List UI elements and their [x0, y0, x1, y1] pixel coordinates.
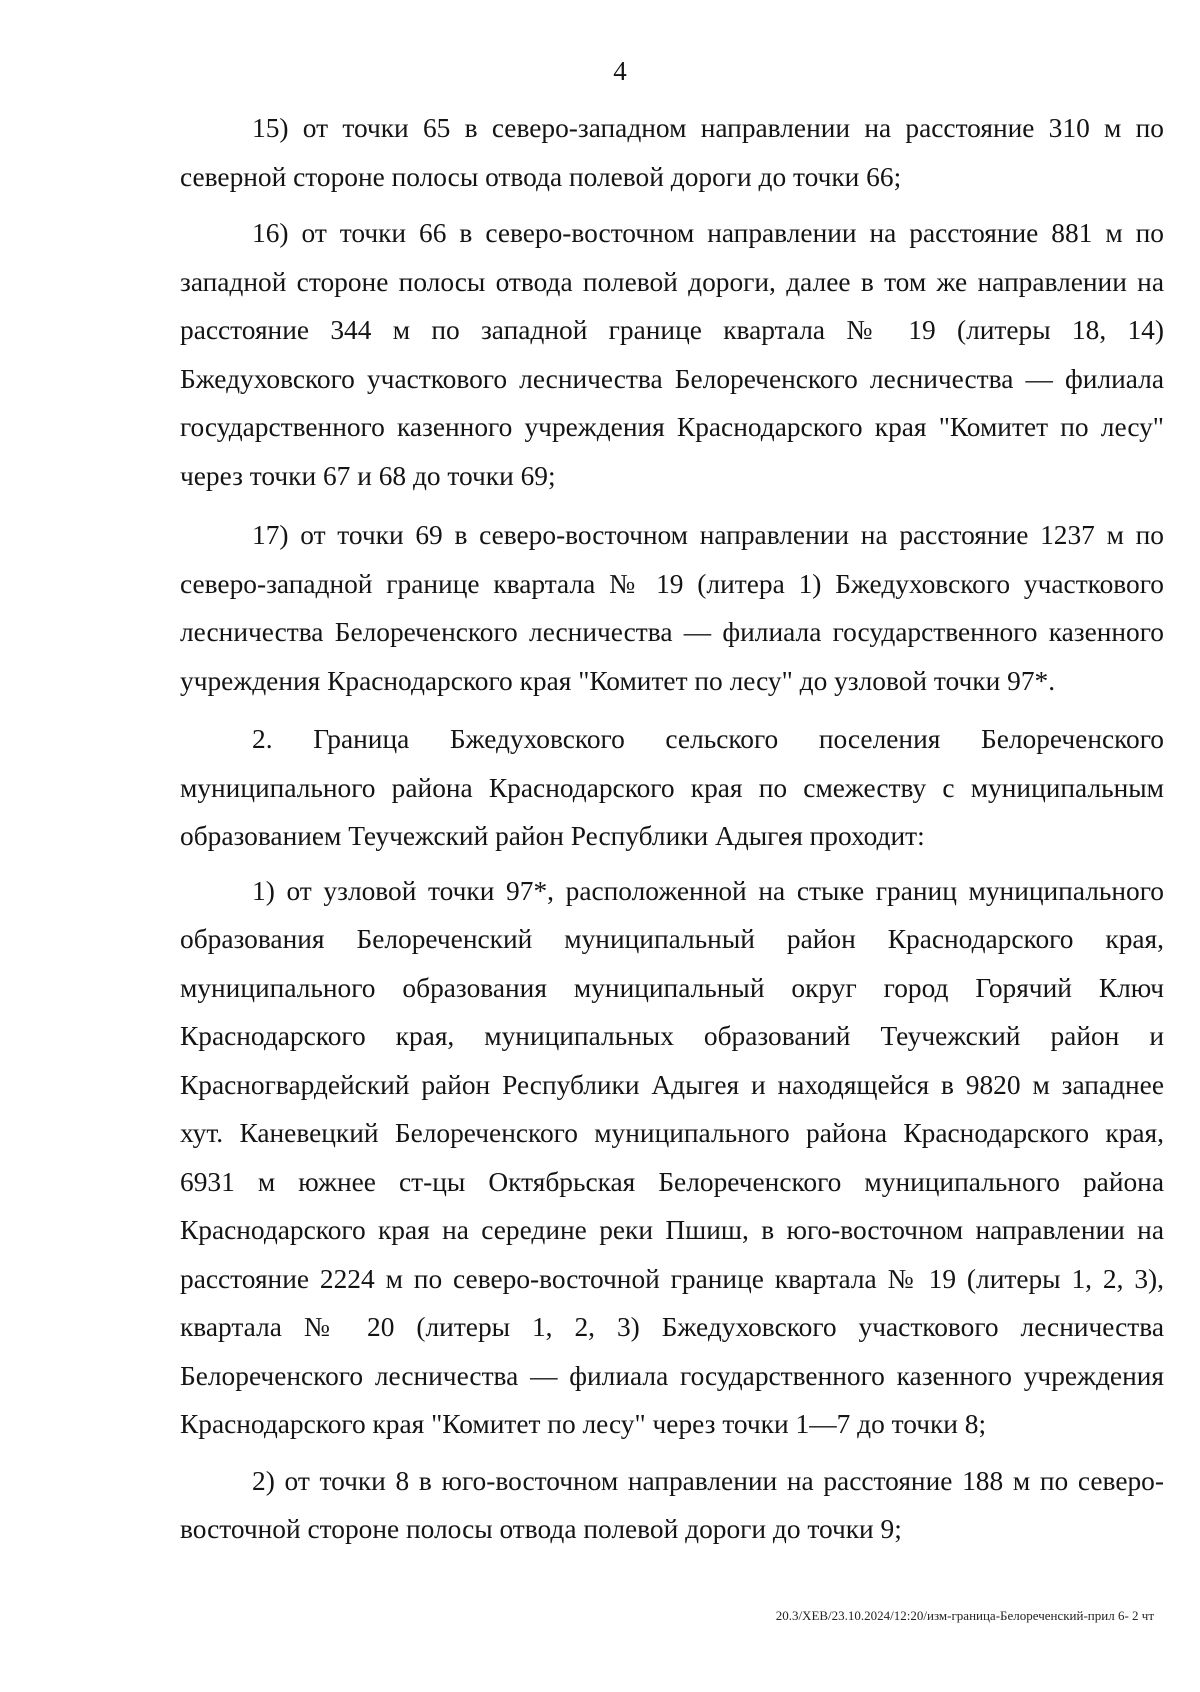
page-number: 4 [613, 56, 627, 86]
document-reference-footer: 20.3/ХЕВ/23.10.2024/12:20/изм-граница-Белореченский-прил 6- 2 чт [775, 1608, 1154, 1623]
paragraph-item-2: 2) от точки 8 в юго-восточном направлении на расстояние 188 м по северо-восточной стороне полосы отвода полевой дороги до точки 9; [180, 1465, 1164, 1544]
document-body [180, 104, 1164, 1562]
paragraph-item-15: 15) от точки 65 в северо-западном направлении на расстояние 310 м по северной стороне полосы отвода полевой дороги до точки 66; [180, 113, 1164, 192]
paragraph-item-1: 1) от узловой точки 97*, расположенной на стыке границ муниципального образования Белореченский муниципальный район Краснодарского края, муниципального образования муниципальный округ город Горячий Ключ Краснодарского края, муниципальных образований Теучежский район и Красногвардейский район Республики Адыгея и находящейся в 9820 м западнее хут. Каневецкий Белореченского муниципального района Краснодарского края, 6931 м южнее ст-цы Октябрьская Белореченского муниципального района Краснодарского края на середине реки Пшиш, в юго-восточном направлении на расстояние 2224 м по северо-восточной границе квартала № 19 (литеры 1, 2, 3), квартала № 20 (литеры 1, 2, 3) Бжедуховского участкового лесничества Белореченского лесничества — филиала государственного казенного учреждения Краснодарского края "Комитет по лесу" через точки 1—7 до точки 8; [180, 875, 1164, 1439]
paragraph-item-17: 17) от точки 69 в северо-восточном направлении на расстояние 1237 м по северо-западной границе квартала № 19 (литера 1) Бжедуховского участкового лесничества Белореченского лесничества — филиала государственного казенного учреждения Краснодарского края "Комитет по лесу" до узловой точки 97*. [180, 520, 1164, 696]
paragraph-item-16: 16) от точки 66 в северо-восточном направлении на расстояние 881 м по западной стороне полосы отвода полевой дороги, далее в том же направлении на расстояние 344 м по западной границе квартала № 19 (литеры 18, 14) Бжедуховского участкового лесничества Белореченского лесничества — филиала государственного казенного учреждения Краснодарского края "Комитет по лесу" через точки 67 и 68 до точки 69; [180, 218, 1164, 491]
paragraph-section-2: 2. Граница Бжедуховского сельского поселения Белореченского муниципального района Краснодарского края по смежеству с муниципальным образованием Теучежский район Республики Адыгея проходит: [180, 724, 1164, 851]
